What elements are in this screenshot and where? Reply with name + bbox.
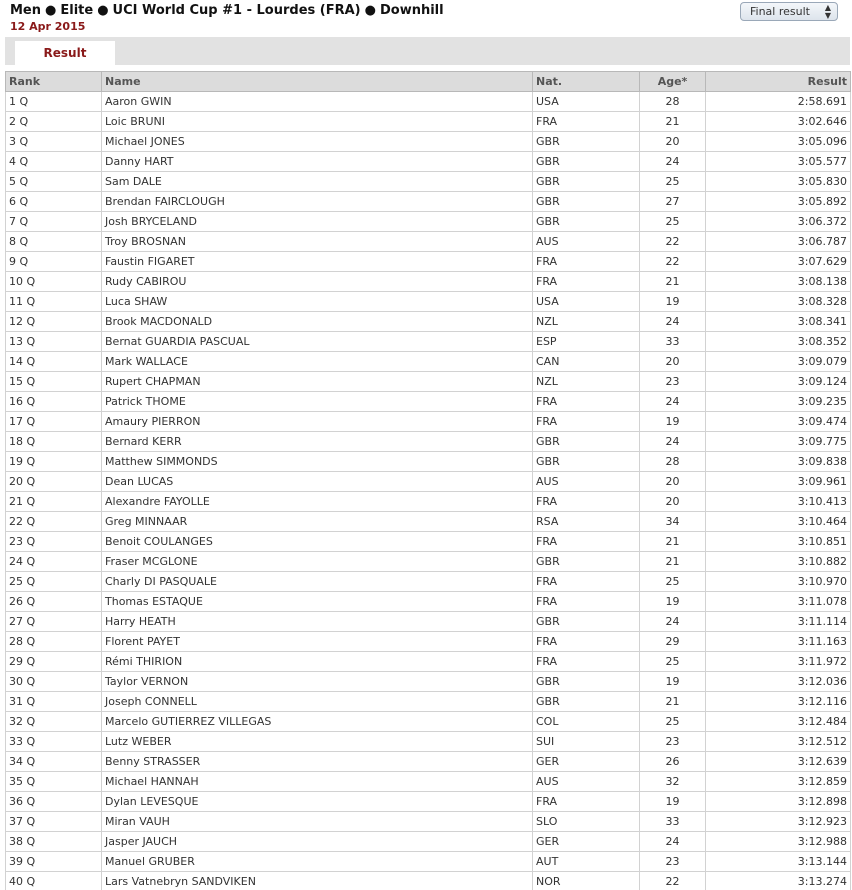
breadcrumb-event[interactable]: UCI World Cup #1 - Lourdes (FRA) <box>112 3 361 18</box>
cell-rank: 32 Q <box>6 712 102 732</box>
cell-rank: 9 Q <box>6 252 102 272</box>
cell-nat: SUI <box>533 732 640 752</box>
cell-rank: 17 Q <box>6 412 102 432</box>
cell-name[interactable]: Thomas ESTAQUE <box>102 592 533 612</box>
breadcrumb <box>10 3 444 19</box>
table-row[interactable] <box>6 312 851 332</box>
cell-age: 24 <box>640 432 706 452</box>
table-row[interactable] <box>6 612 851 632</box>
cell-age: 26 <box>640 752 706 772</box>
cell-nat: GBR <box>533 612 640 632</box>
cell-name[interactable]: Troy BROSNAN <box>102 232 533 252</box>
cell-age: 32 <box>640 772 706 792</box>
cell-name[interactable]: Benoit COULANGES <box>102 532 533 552</box>
cell-rank: 22 Q <box>6 512 102 532</box>
cell-age: 24 <box>640 152 706 172</box>
cell-name[interactable]: Joseph CONNELL <box>102 692 533 712</box>
table-row[interactable] <box>6 872 851 890</box>
cell-result: 3:12.639 <box>706 752 851 772</box>
table-row[interactable] <box>6 452 851 472</box>
cell-rank: 8 Q <box>6 232 102 252</box>
select-arrows-icon: ▲ ▼ <box>824 3 831 20</box>
cell-rank: 30 Q <box>6 672 102 692</box>
cell-rank: 18 Q <box>6 432 102 452</box>
table-row[interactable] <box>6 132 851 152</box>
cell-rank: 10 Q <box>6 272 102 292</box>
cell-nat: GBR <box>533 432 640 452</box>
cell-nat: GBR <box>533 672 640 692</box>
table-row[interactable] <box>6 392 851 412</box>
cell-name[interactable]: Luca SHAW <box>102 292 533 312</box>
cell-rank: 28 Q <box>6 632 102 652</box>
cell-age: 19 <box>640 672 706 692</box>
cell-rank: 14 Q <box>6 352 102 372</box>
cell-nat: FRA <box>533 632 640 652</box>
cell-nat: SLO <box>533 812 640 832</box>
table-row[interactable] <box>6 412 851 432</box>
breadcrumb-separator: ● <box>364 3 376 18</box>
cell-age: 23 <box>640 852 706 872</box>
cell-age: 19 <box>640 292 706 312</box>
cell-name[interactable]: Matthew SIMMONDS <box>102 452 533 472</box>
cell-name[interactable]: Josh BRYCELAND <box>102 212 533 232</box>
cell-age: 22 <box>640 872 706 890</box>
cell-name[interactable]: Jasper JAUCH <box>102 832 533 852</box>
cell-nat: FRA <box>533 572 640 592</box>
table-row[interactable] <box>6 112 851 132</box>
cell-rank: 5 Q <box>6 172 102 192</box>
cell-nat: GER <box>533 752 640 772</box>
cell-result: 3:09.775 <box>706 432 851 452</box>
tab-bar <box>5 37 850 65</box>
table-row[interactable] <box>6 652 851 672</box>
results-table <box>5 71 851 890</box>
cell-nat: FRA <box>533 492 640 512</box>
page-header <box>10 3 444 34</box>
cell-result: 3:06.787 <box>706 232 851 252</box>
cell-age: 33 <box>640 812 706 832</box>
cell-name[interactable]: Lutz WEBER <box>102 732 533 752</box>
cell-nat: FRA <box>533 392 640 412</box>
table-row[interactable] <box>6 512 851 532</box>
cell-nat: GBR <box>533 152 640 172</box>
cell-result: 3:11.972 <box>706 652 851 672</box>
breadcrumb-separator: ● <box>97 3 109 18</box>
cell-result: 3:02.646 <box>706 112 851 132</box>
cell-age: 20 <box>640 352 706 372</box>
cell-nat: FRA <box>533 792 640 812</box>
table-row[interactable] <box>6 812 851 832</box>
table-row[interactable] <box>6 772 851 792</box>
cell-result: 3:10.851 <box>706 532 851 552</box>
cell-age: 33 <box>640 332 706 352</box>
table-row[interactable] <box>6 572 851 592</box>
cell-name[interactable]: Greg MINNAAR <box>102 512 533 532</box>
column-header-result[interactable]: Result <box>706 72 851 92</box>
column-header-name[interactable]: Name <box>102 72 533 92</box>
cell-result: 3:09.474 <box>706 412 851 432</box>
cell-age: 25 <box>640 712 706 732</box>
cell-age: 24 <box>640 392 706 412</box>
table-row[interactable] <box>6 592 851 612</box>
cell-result: 3:10.413 <box>706 492 851 512</box>
cell-result: 3:07.629 <box>706 252 851 272</box>
cell-name[interactable]: Fraser MCGLONE <box>102 552 533 572</box>
cell-name[interactable]: Alexandre FAYOLLE <box>102 492 533 512</box>
cell-nat: GBR <box>533 692 640 712</box>
cell-nat: USA <box>533 92 640 112</box>
cell-result: 3:08.352 <box>706 332 851 352</box>
cell-result: 3:12.484 <box>706 712 851 732</box>
cell-rank: 1 Q <box>6 92 102 112</box>
cell-age: 21 <box>640 532 706 552</box>
cell-rank: 34 Q <box>6 752 102 772</box>
cell-nat: USA <box>533 292 640 312</box>
cell-result: 3:10.970 <box>706 572 851 592</box>
cell-name[interactable]: Taylor VERNON <box>102 672 533 692</box>
cell-age: 21 <box>640 692 706 712</box>
results-body <box>6 92 851 890</box>
cell-rank: 36 Q <box>6 792 102 812</box>
table-row[interactable] <box>6 292 851 312</box>
cell-result: 3:12.923 <box>706 812 851 832</box>
cell-rank: 15 Q <box>6 372 102 392</box>
table-row[interactable] <box>6 632 851 652</box>
tab-result[interactable]: Result <box>15 41 115 65</box>
table-row[interactable] <box>6 792 851 812</box>
cell-name[interactable]: Brendan FAIRCLOUGH <box>102 192 533 212</box>
cell-name[interactable]: Michael HANNAH <box>102 772 533 792</box>
table-row[interactable] <box>6 692 851 712</box>
cell-name[interactable]: Harry HEATH <box>102 612 533 632</box>
cell-result: 3:08.328 <box>706 292 851 312</box>
cell-age: 21 <box>640 112 706 132</box>
cell-result: 3:12.898 <box>706 792 851 812</box>
table-row[interactable] <box>6 92 851 112</box>
cell-nat: FRA <box>533 532 640 552</box>
table-row[interactable] <box>6 852 851 872</box>
cell-name[interactable]: Loic BRUNI <box>102 112 533 132</box>
cell-age: 25 <box>640 212 706 232</box>
cell-result: 3:11.114 <box>706 612 851 632</box>
cell-age: 22 <box>640 252 706 272</box>
cell-nat: GBR <box>533 452 640 472</box>
cell-age: 23 <box>640 732 706 752</box>
cell-nat: GBR <box>533 172 640 192</box>
cell-result: 3:11.078 <box>706 592 851 612</box>
breadcrumb-separator: ● <box>45 3 57 18</box>
cell-nat: NZL <box>533 312 640 332</box>
cell-result: 3:09.124 <box>706 372 851 392</box>
cell-result: 3:12.512 <box>706 732 851 752</box>
cell-nat: AUS <box>533 232 640 252</box>
cell-rank: 19 Q <box>6 452 102 472</box>
table-row[interactable] <box>6 532 851 552</box>
cell-result: 3:12.988 <box>706 832 851 852</box>
cell-rank: 7 Q <box>6 212 102 232</box>
cell-age: 24 <box>640 612 706 632</box>
cell-name[interactable]: Lars Vatnebryn SANDVIKEN <box>102 872 533 890</box>
cell-rank: 39 Q <box>6 852 102 872</box>
cell-result: 3:06.372 <box>706 212 851 232</box>
cell-result: 2:58.691 <box>706 92 851 112</box>
cell-nat: GER <box>533 832 640 852</box>
breadcrumb-category[interactable]: Elite <box>60 3 94 18</box>
cell-age: 24 <box>640 312 706 332</box>
cell-result: 3:09.079 <box>706 352 851 372</box>
column-header-nat[interactable]: Nat. <box>533 72 640 92</box>
breadcrumb-discipline[interactable]: Downhill <box>379 3 444 18</box>
cell-nat: AUS <box>533 772 640 792</box>
cell-age: 19 <box>640 792 706 812</box>
cell-name[interactable]: Patrick THOME <box>102 392 533 412</box>
cell-result: 3:09.838 <box>706 452 851 472</box>
cell-name[interactable]: Rémi THIRION <box>102 652 533 672</box>
cell-result: 3:05.830 <box>706 172 851 192</box>
table-row[interactable] <box>6 332 851 352</box>
result-type-value: Final result <box>750 5 810 18</box>
cell-rank: 21 Q <box>6 492 102 512</box>
table-row[interactable] <box>6 252 851 272</box>
cell-name[interactable]: Aaron GWIN <box>102 92 533 112</box>
cell-nat: GBR <box>533 552 640 572</box>
cell-nat: GBR <box>533 192 640 212</box>
cell-nat: GBR <box>533 132 640 152</box>
cell-nat: RSA <box>533 512 640 532</box>
cell-result: 3:05.577 <box>706 152 851 172</box>
cell-name[interactable]: Florent PAYET <box>102 632 533 652</box>
cell-age: 25 <box>640 652 706 672</box>
table-row[interactable] <box>6 372 851 392</box>
cell-result: 3:12.859 <box>706 772 851 792</box>
cell-age: 25 <box>640 172 706 192</box>
cell-result: 3:05.096 <box>706 132 851 152</box>
cell-age: 19 <box>640 592 706 612</box>
cell-rank: 11 Q <box>6 292 102 312</box>
cell-rank: 6 Q <box>6 192 102 212</box>
cell-age: 23 <box>640 372 706 392</box>
cell-result: 3:13.144 <box>706 852 851 872</box>
cell-age: 19 <box>640 412 706 432</box>
table-row[interactable] <box>6 272 851 292</box>
cell-rank: 38 Q <box>6 832 102 852</box>
cell-age: 29 <box>640 632 706 652</box>
cell-nat: NOR <box>533 872 640 890</box>
cell-result: 3:05.892 <box>706 192 851 212</box>
cell-rank: 37 Q <box>6 812 102 832</box>
breadcrumb-gender[interactable]: Men <box>10 3 42 18</box>
cell-rank: 40 Q <box>6 872 102 890</box>
cell-result: 3:08.341 <box>706 312 851 332</box>
cell-result: 3:12.036 <box>706 672 851 692</box>
table-row[interactable] <box>6 172 851 192</box>
cell-nat: FRA <box>533 652 640 672</box>
cell-rank: 25 Q <box>6 572 102 592</box>
cell-age: 20 <box>640 492 706 512</box>
cell-name[interactable]: Dean LUCAS <box>102 472 533 492</box>
cell-nat: FRA <box>533 112 640 132</box>
cell-age: 21 <box>640 272 706 292</box>
cell-name[interactable]: Rupert CHAPMAN <box>102 372 533 392</box>
table-row[interactable] <box>6 432 851 452</box>
cell-name[interactable]: Rudy CABIROU <box>102 272 533 292</box>
cell-age: 21 <box>640 552 706 572</box>
table-row[interactable] <box>6 712 851 732</box>
cell-name[interactable]: Brook MACDONALD <box>102 312 533 332</box>
cell-nat: COL <box>533 712 640 732</box>
cell-result: 3:11.163 <box>706 632 851 652</box>
cell-nat: AUS <box>533 472 640 492</box>
cell-name[interactable]: Marcelo GUTIERREZ VILLEGAS <box>102 712 533 732</box>
cell-nat: AUT <box>533 852 640 872</box>
cell-age: 24 <box>640 832 706 852</box>
table-row[interactable] <box>6 492 851 512</box>
cell-nat: FRA <box>533 592 640 612</box>
cell-age: 20 <box>640 132 706 152</box>
column-header-rank[interactable]: Rank <box>6 72 102 92</box>
cell-name[interactable]: Bernat GUARDIA PASCUAL <box>102 332 533 352</box>
cell-nat: NZL <box>533 372 640 392</box>
cell-result: 3:10.464 <box>706 512 851 532</box>
cell-name[interactable]: Mark WALLACE <box>102 352 533 372</box>
cell-rank: 4 Q <box>6 152 102 172</box>
cell-name[interactable]: Benny STRASSER <box>102 752 533 772</box>
cell-age: 20 <box>640 472 706 492</box>
cell-rank: 33 Q <box>6 732 102 752</box>
table-row[interactable] <box>6 232 851 252</box>
cell-result: 3:12.116 <box>706 692 851 712</box>
cell-nat: FRA <box>533 252 640 272</box>
table-row[interactable] <box>6 672 851 692</box>
cell-result: 3:09.235 <box>706 392 851 412</box>
cell-rank: 2 Q <box>6 112 102 132</box>
cell-name[interactable]: Miran VAUH <box>102 812 533 832</box>
table-row[interactable] <box>6 152 851 172</box>
cell-result: 3:10.882 <box>706 552 851 572</box>
column-header-age[interactable]: Age* <box>640 72 706 92</box>
result-type-select[interactable] <box>740 2 838 21</box>
table-row[interactable] <box>6 352 851 372</box>
cell-age: 34 <box>640 512 706 532</box>
cell-name[interactable]: Amaury PIERRON <box>102 412 533 432</box>
cell-rank: 24 Q <box>6 552 102 572</box>
cell-name[interactable]: Charly DI PASQUALE <box>102 572 533 592</box>
cell-age: 25 <box>640 572 706 592</box>
table-row[interactable] <box>6 832 851 852</box>
table-row[interactable] <box>6 732 851 752</box>
cell-name[interactable]: Michael JONES <box>102 132 533 152</box>
cell-nat: GBR <box>533 212 640 232</box>
cell-age: 22 <box>640 232 706 252</box>
cell-name[interactable]: Manuel GRUBER <box>102 852 533 872</box>
cell-rank: 35 Q <box>6 772 102 792</box>
cell-age: 28 <box>640 92 706 112</box>
cell-age: 27 <box>640 192 706 212</box>
cell-rank: 27 Q <box>6 612 102 632</box>
cell-name[interactable]: Dylan LEVESQUE <box>102 792 533 812</box>
cell-result: 3:09.961 <box>706 472 851 492</box>
table-row[interactable] <box>6 192 851 212</box>
cell-name[interactable]: Danny HART <box>102 152 533 172</box>
cell-age: 28 <box>640 452 706 472</box>
cell-name[interactable]: Bernard KERR <box>102 432 533 452</box>
cell-rank: 3 Q <box>6 132 102 152</box>
cell-rank: 16 Q <box>6 392 102 412</box>
cell-result: 3:08.138 <box>706 272 851 292</box>
cell-name[interactable]: Sam DALE <box>102 172 533 192</box>
cell-rank: 29 Q <box>6 652 102 672</box>
cell-rank: 12 Q <box>6 312 102 332</box>
table-row[interactable] <box>6 472 851 492</box>
cell-rank: 31 Q <box>6 692 102 712</box>
cell-rank: 13 Q <box>6 332 102 352</box>
cell-nat: ESP <box>533 332 640 352</box>
event-date: 12 Apr 2015 <box>10 20 86 33</box>
table-header-row <box>6 72 851 92</box>
cell-nat: CAN <box>533 352 640 372</box>
table-row[interactable] <box>6 212 851 232</box>
table-row[interactable] <box>6 552 851 572</box>
cell-result: 3:13.274 <box>706 872 851 890</box>
cell-rank: 26 Q <box>6 592 102 612</box>
cell-nat: FRA <box>533 272 640 292</box>
cell-rank: 23 Q <box>6 532 102 552</box>
cell-rank: 20 Q <box>6 472 102 492</box>
cell-nat: FRA <box>533 412 640 432</box>
table-row[interactable] <box>6 752 851 772</box>
cell-name[interactable]: Faustin FIGARET <box>102 252 533 272</box>
